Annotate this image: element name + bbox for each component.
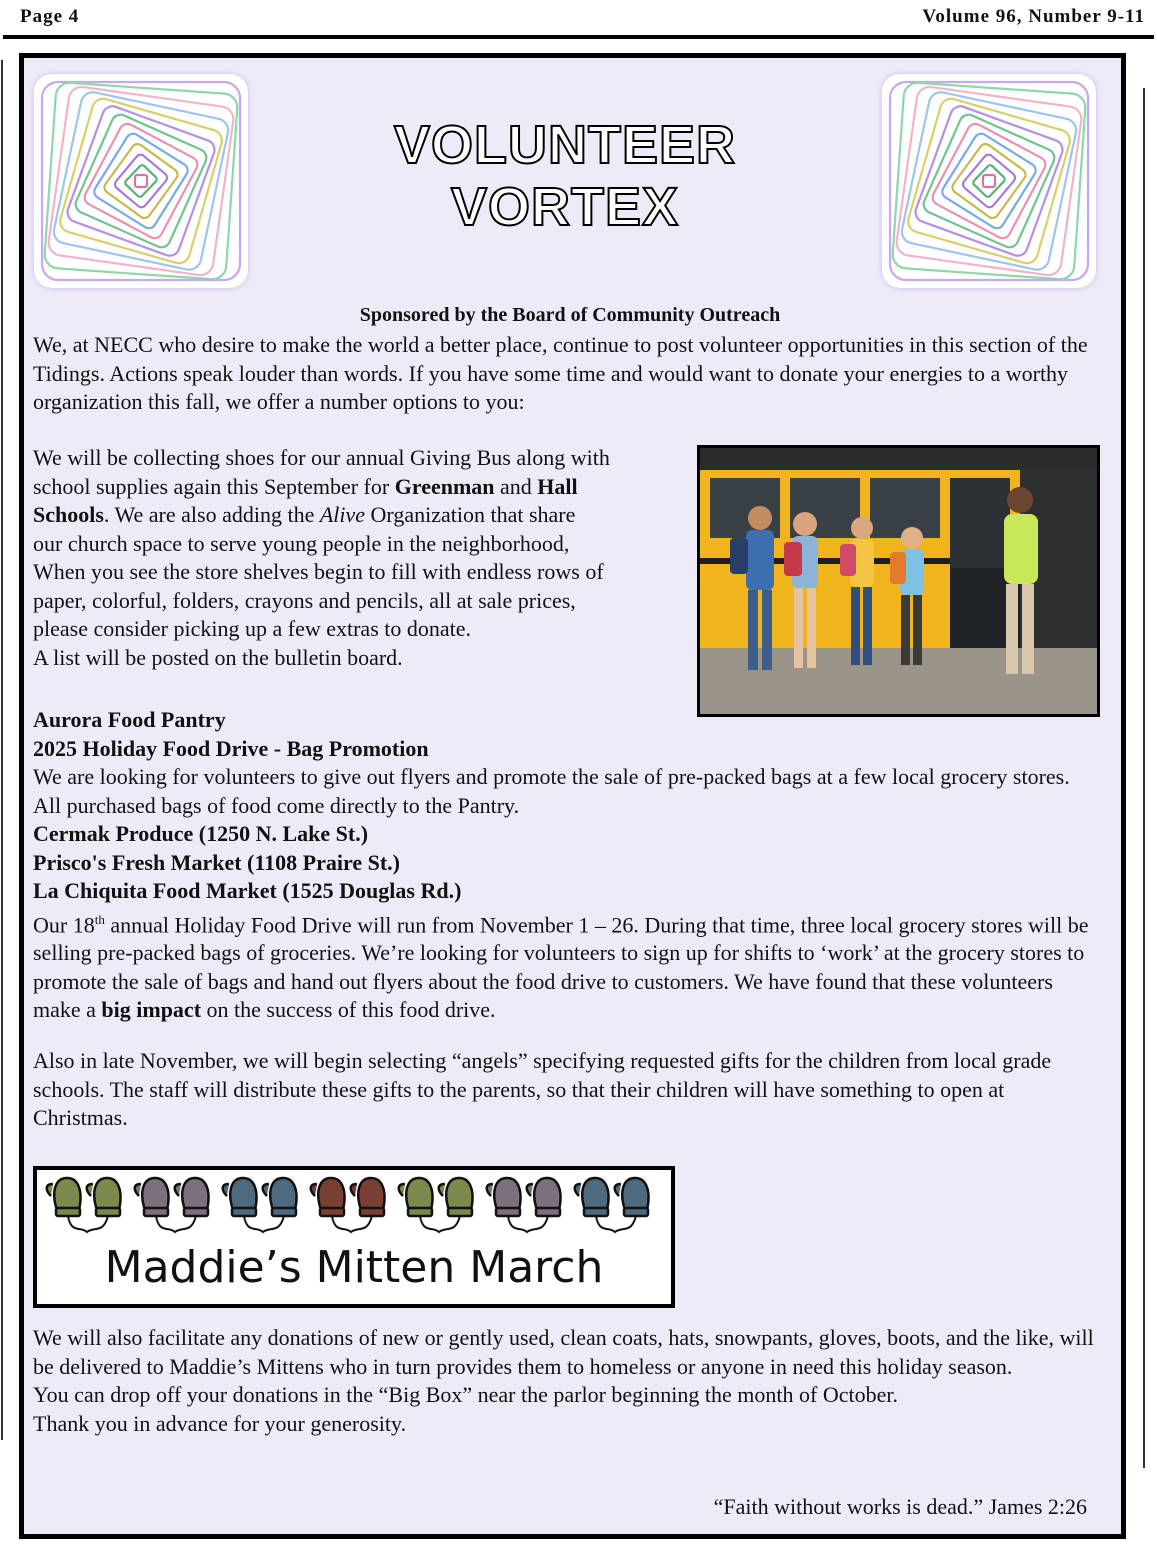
- title-line-1: VOLUNTEER: [393, 115, 737, 175]
- mitten-pair-icon: [223, 1178, 297, 1232]
- scripture-quote: “Faith without works is dead.” James 2:26: [713, 1494, 1087, 1519]
- greenman-school: Greenman: [394, 473, 495, 499]
- store-prisco: Prisco's Fresh Market (1108 Praire St.): [33, 849, 400, 875]
- vortex-icon: [882, 74, 1096, 288]
- mittens-dropoff-text: You can drop off your donations in the “Big Box” near the parlor beginning the month of October.: [33, 1382, 898, 1407]
- mitten-pair-icon: [487, 1178, 561, 1232]
- school-line: paper, colorful, folders, crayons and pencils, all at sale prices,: [33, 587, 576, 613]
- store-cermak: Cermak Produce (1250 N. Lake St.): [33, 821, 369, 846]
- school-line: our church space to serve young people in the neighborhood,: [33, 530, 570, 556]
- mittens-row-icon: [37, 1170, 671, 1240]
- food-pantry-section: [33, 706, 1101, 1025]
- mitten-pair-icon: [575, 1178, 649, 1232]
- hall-school: Hall: [537, 473, 578, 499]
- store-la-chiquita: La Chiquita Food Market (1525 Douglas Rd.): [33, 878, 462, 903]
- volume-number: Volume 96, Number 9-11: [922, 6, 1145, 27]
- mitten-march-title: Maddie’s Mitten March: [104, 1242, 604, 1293]
- school-line: please consider picking up a few extras to donate.: [33, 616, 472, 641]
- sponsor-line: Sponsored by the Board of Community Outreach: [359, 304, 781, 326]
- vortex-graphic-right: [882, 74, 1096, 288]
- mitten-pair-icon: [311, 1178, 385, 1232]
- mittens-paragraph: [33, 1324, 1098, 1438]
- school-line: Schools. We are also adding the Alive Organization that share: [33, 502, 576, 527]
- mitten-pair-icon: [47, 1178, 121, 1232]
- page-title: [330, 114, 800, 238]
- mitten-pair-icon: [399, 1178, 473, 1232]
- school-bus-photo: [697, 445, 1100, 717]
- angels-paragraph: Also in late November, we will begin selecting “angels” specifying requested gifts for the children from local grade schools. The staff will distribute these gifts to the parents, so that their children will have something to open at Christmas.: [33, 1048, 1052, 1130]
- page-number: Page 4: [20, 6, 80, 27]
- food-drive-heading: 2025 Holiday Food Drive - Bag Promotion: [33, 735, 429, 761]
- mitten-pair-icon: [135, 1178, 209, 1232]
- header-rule: [3, 35, 1154, 39]
- school-line: A list will be posted on the bulletin board.: [33, 644, 403, 670]
- intro-paragraph: We, at NECC who desire to make the world a better place, continue to post volunteer opportunities in this section of the Tidings. Actions speak louder than words. If you have some time and would want to donate your energies to a worthy organization this fall, we offer a number options to you:: [33, 332, 1088, 414]
- school-line: We will be collecting shoes for our annual Giving Bus along with: [33, 445, 610, 470]
- school-line: When you see the store shelves begin to fill with endless rows of: [33, 559, 604, 584]
- vortex-graphic-left: [34, 74, 248, 288]
- children-boarding-bus-image: [700, 448, 1097, 714]
- school-line: school supplies again this September for Greenman and Hall: [33, 473, 578, 499]
- food-drive-details: Our 18th annual Holiday Food Drive will run from November 1 – 26. During that time, three local grocery stores will be selling pre-packed bags of groceries. We’re looking for volunteers to sign up for shifts to ‘work’ at the grocery stores to promote the sale of bags and hand out flyers about the food drive to customers. We have found that these volunteers make a big impact on the success of this food drive.: [33, 911, 1089, 1023]
- mittens-thanks-text: Thank you in advance for your generosity.: [33, 1410, 407, 1436]
- mitten-march-banner: [33, 1166, 675, 1308]
- school-supplies-paragraph: [33, 444, 693, 672]
- alive-organization: Alive: [319, 502, 366, 527]
- mittens-donation-text: We will also facilitate any donations of new or gently used, clean coats, hats, snowpants, gloves, boots, and the like, will be delivered to Maddie’s Mittens who in turn provides them to homeless or anyone in need this holiday season.: [33, 1325, 1094, 1379]
- vortex-icon: [34, 74, 248, 288]
- left-margin-line: [1, 60, 3, 1440]
- title-line-2: VORTEX: [450, 177, 680, 237]
- right-margin-line: [1143, 88, 1145, 1468]
- food-drive-intro: We are looking for volunteers to give out flyers and promote the sale of pre-packed bags at a few local grocery stores. All purchased bags of food come directly to the Pantry.: [33, 764, 1070, 818]
- food-pantry-heading: Aurora Food Pantry: [33, 707, 226, 732]
